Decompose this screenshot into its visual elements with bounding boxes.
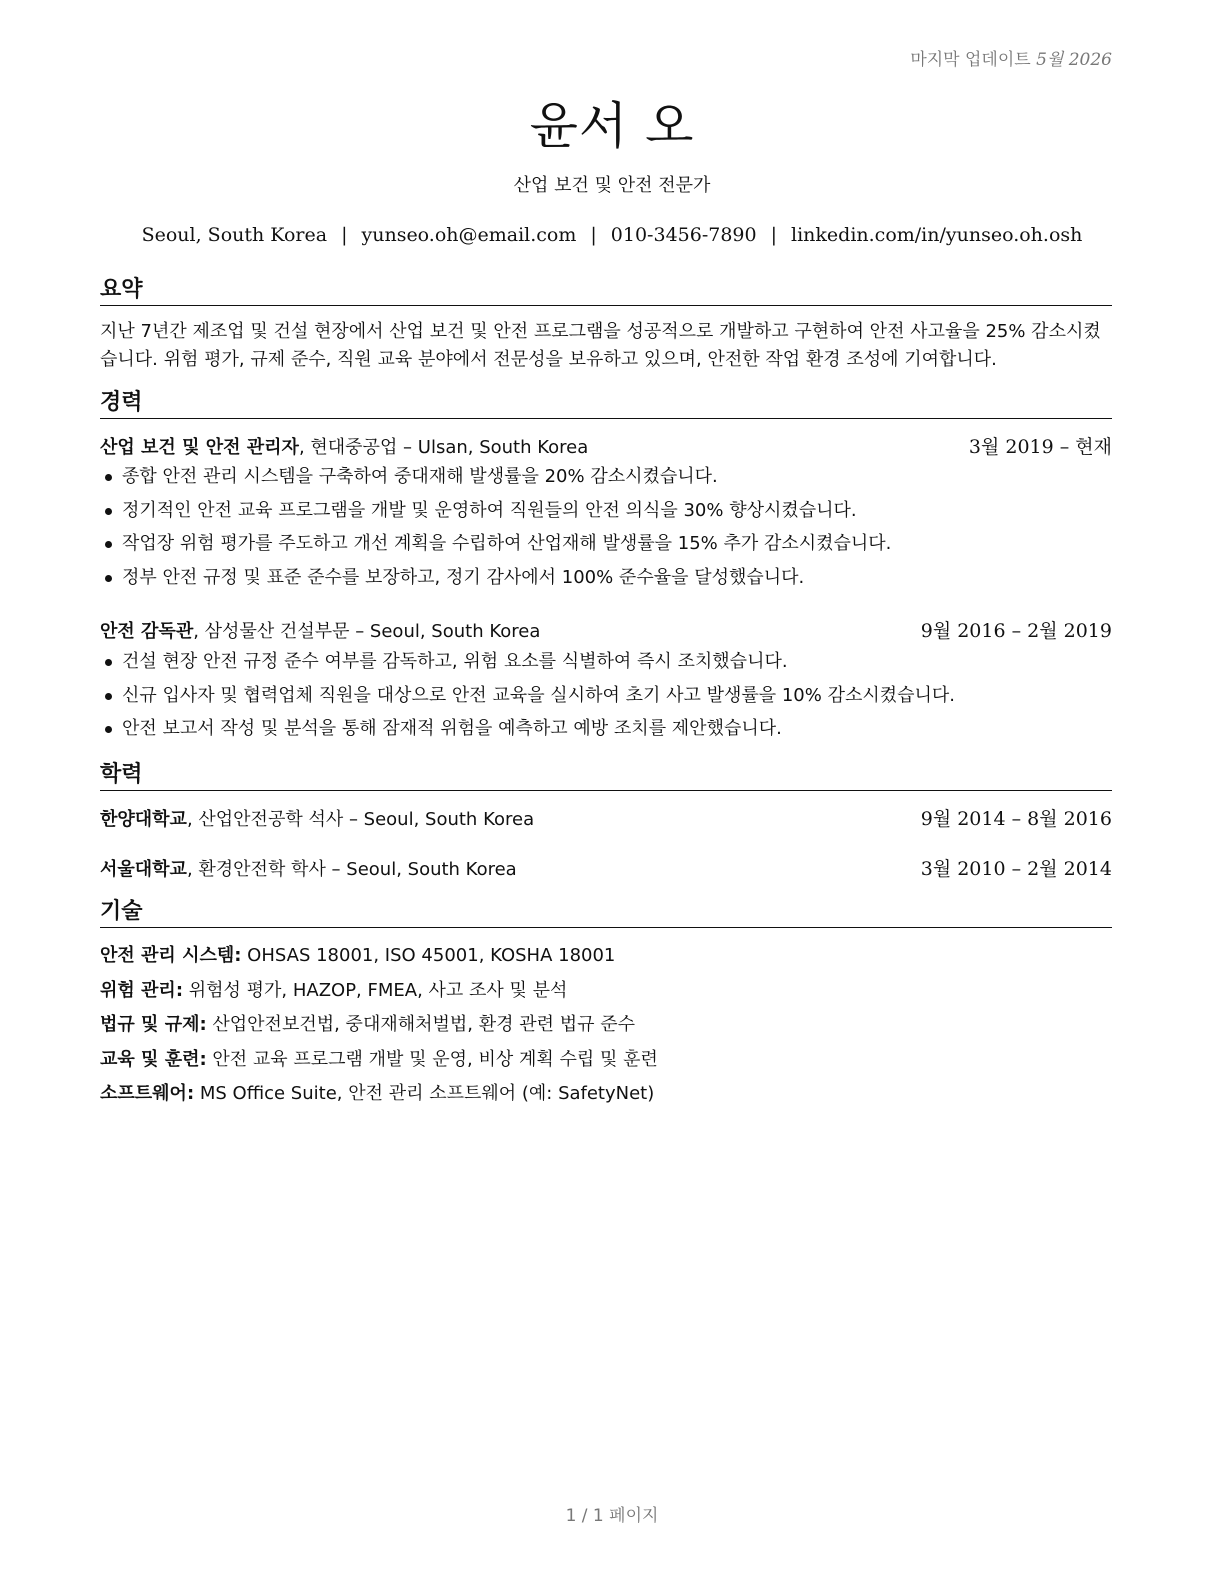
experience-entry-header: [100, 435, 1112, 460]
contact-separator: |: [770, 224, 778, 246]
last-updated-label: 마지막 업데이트: [910, 50, 1031, 70]
job-bullets: [100, 465, 1112, 599]
job-bullet: 건설 현장 안전 규정 준수 여부를 감독하고, 위험 요소를 식별하여 즉시 조치했습니다.: [100, 650, 1112, 684]
degree-detail: , 산업안전공학 석사 – Seoul, South Korea: [186, 809, 535, 830]
job-bullet: 정기적인 안전 교육 프로그램을 개발 및 운영하여 직원들의 안전 의식을 30% 향상시켰습니다.: [100, 499, 1112, 533]
skill-row: [100, 977, 1112, 1012]
skill-row: [100, 1080, 1112, 1115]
job-title: 안전 감독관: [100, 621, 194, 642]
skills-list: [100, 942, 1112, 1115]
education-entry: [100, 857, 1112, 882]
job-dates: 3월 2019 – 현재: [968, 436, 1112, 458]
education-dates: 3월 2010 – 2월 2014: [920, 858, 1112, 880]
education-dates: 9월 2014 – 8월 2016: [920, 808, 1112, 830]
page-number: 1 / 1 페이지: [565, 1506, 659, 1526]
section-title-education: 학력: [100, 762, 1112, 791]
skill-value: OHSAS 18001, ISO 45001, KOSHA 18001: [241, 945, 616, 966]
contact-linkedin[interactable]: linkedin.com/in/yunseo.oh.osh: [791, 224, 1083, 246]
skill-row: [100, 942, 1112, 977]
degree-detail: , 환경안전학 학사 – Seoul, South Korea: [186, 859, 517, 880]
job-bullet: 신규 입사자 및 협력업체 직원을 대상으로 안전 교육을 실시하여 초기 사고 발생률을 10% 감소시켰습니다.: [100, 684, 1112, 718]
section-title-experience: 경력: [100, 390, 1112, 419]
job-bullet: 작업장 위험 평가를 주도하고 개선 계획을 수립하여 산업재해 발생률을 15% 추가 감소시켰습니다.: [100, 532, 1112, 566]
summary-text: 지난 7년간 제조업 및 건설 현장에서 산업 보건 및 안전 프로그램을 성공적으로 개발하고 구현하여 안전 사고율을 25% 감소시켰습니다. 위험 평가, 규제 준수, 직원 교육 분야에서 전문성을 보유하고 있으며, 안전한 작업 환경 조성에 기여합니다.: [100, 321, 1101, 370]
skill-value: 안전 교육 프로그램 개발 및 운영, 비상 계획 수립 및 훈련: [206, 1048, 658, 1070]
contact-separator: |: [590, 224, 597, 246]
skill-label: 위험 관리:: [100, 979, 184, 1001]
section-title-summary: 요약: [100, 277, 1112, 306]
skill-value: 위험성 평가, HAZOP, FMEA, 사고 조사 및 분석: [183, 979, 568, 1001]
candidate-headline: 산업 보건 및 안전 전문가: [513, 175, 711, 196]
skill-label: 소프트웨어:: [100, 1083, 195, 1104]
job-title: 산업 보건 및 안전 관리자: [100, 437, 299, 458]
contact-separator: |: [341, 224, 348, 246]
last-updated: [910, 45, 1112, 70]
skill-label: 교육 및 훈련:: [100, 1048, 207, 1070]
skill-value: 산업안전보건법, 중대재해처벌법, 환경 관련 법규 준수: [206, 1014, 635, 1035]
job-org: , 현대중공업 – Ulsan, South Korea: [298, 437, 589, 458]
section-title-skills: 기술: [100, 899, 1112, 928]
skill-row: [100, 1046, 1112, 1081]
job-bullets: [100, 650, 1112, 751]
job-bullet: 정부 안전 규정 및 표준 준수를 보장하고, 정기 감사에서 100% 준수율을 달성했습니다.: [100, 566, 1112, 600]
skill-row: [100, 1011, 1112, 1046]
job-bullet: 안전 보고서 작성 및 분석을 통해 잠재적 위험을 예측하고 예방 조치를 제안했습니다.: [100, 717, 1112, 751]
education-entry: [100, 807, 1112, 832]
skill-label: 법규 및 규제:: [100, 1014, 207, 1035]
contact-phone: 010-3456-7890: [610, 224, 757, 246]
job-org: , 삼성물산 건설부문 – Seoul, South Korea: [193, 621, 541, 642]
contact-location: Seoul, South Korea: [141, 224, 328, 246]
school-name: 서울대학교: [100, 859, 187, 880]
last-updated-date: 5월 2026: [1036, 50, 1112, 70]
contact-email[interactable]: yunseo.oh@email.com: [361, 224, 577, 246]
skill-value: MS Office Suite, 안전 관리 소프트웨어 (예: SafetyNet): [194, 1083, 655, 1104]
job-dates: 9월 2016 – 2월 2019: [920, 620, 1112, 642]
skill-label: 안전 관리 시스템:: [100, 945, 242, 966]
contact-line: [0, 224, 1224, 246]
candidate-name: 윤서 오: [529, 97, 695, 155]
experience-entry-header: [100, 619, 1112, 644]
job-bullet: 종합 안전 관리 시스템을 구축하여 중대재해 발생률을 20% 감소시켰습니다.: [100, 465, 1112, 499]
school-name: 한양대학교: [100, 809, 187, 830]
